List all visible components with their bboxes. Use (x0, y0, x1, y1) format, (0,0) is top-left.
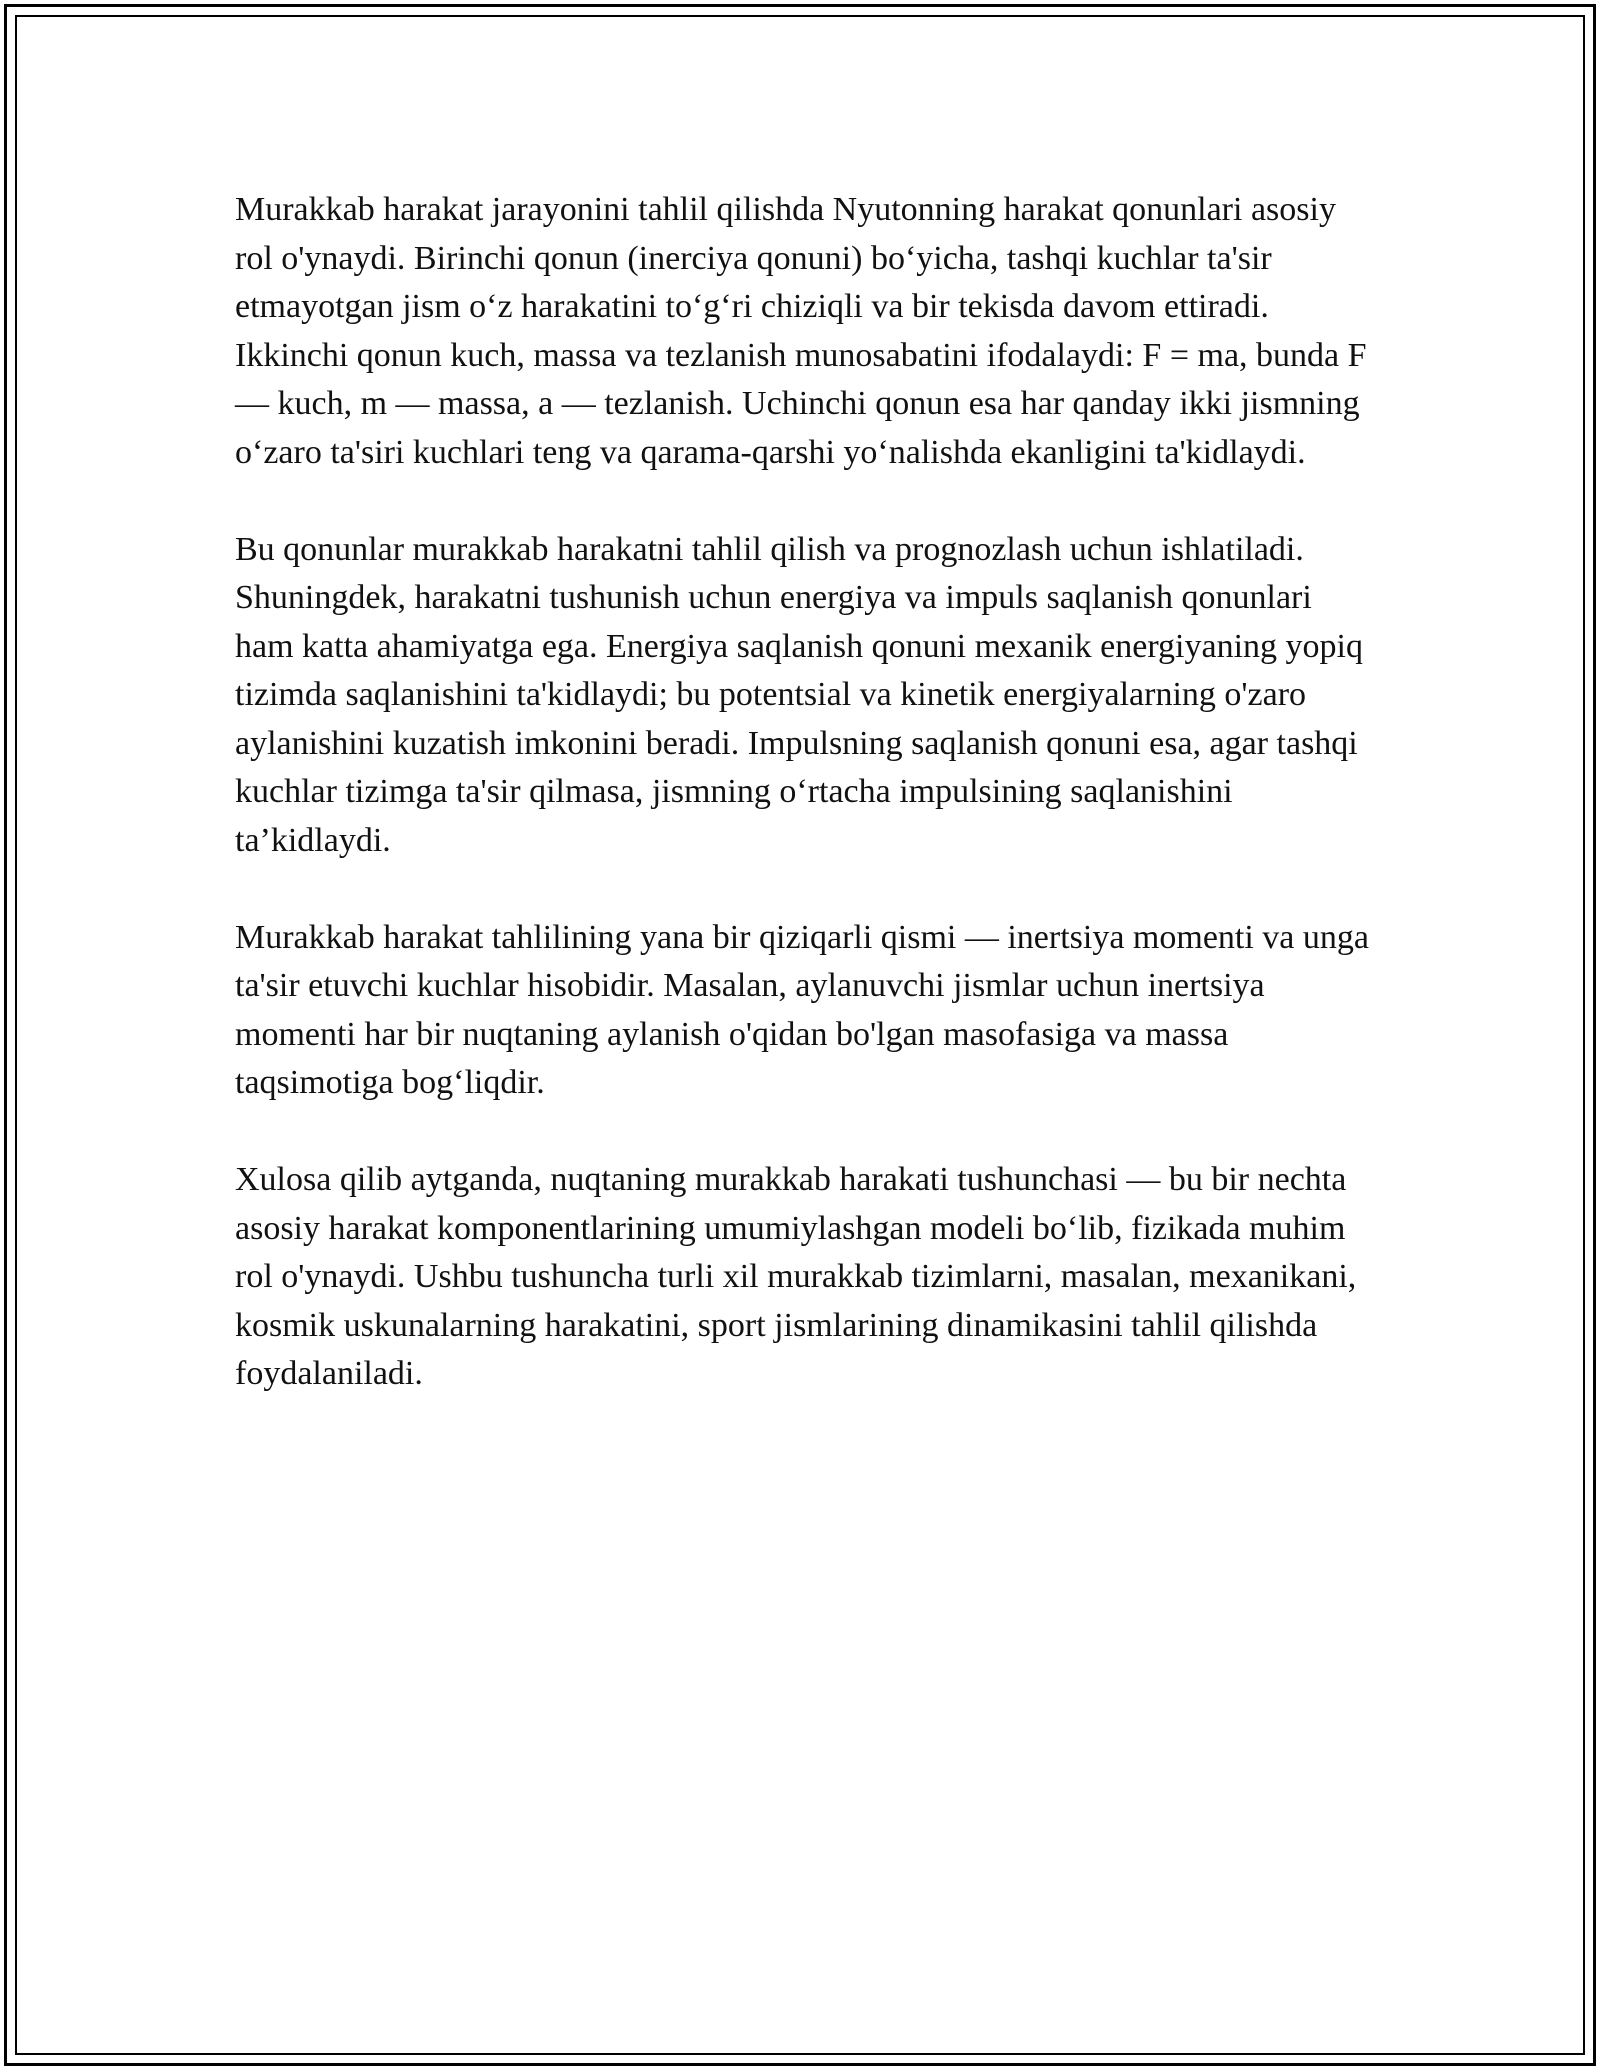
paragraph-conclusion: Xulosa qilib aytganda, nuqtaning murakkab harakati tushunchasi — bu bir nechta asosiy harakat komponentlarining umumiylashgan modeli bo‘lib, fizikada muhim rol o'ynaydi. Ushbu tushuncha turli xil murakkab tizimlarni, masalan, mexanikani, kosmik uskunalarning harakatini, sport jismlarining dinamikasini tahlil qilishda foydalaniladi. (235, 1161, 1357, 1392)
paragraph-conservation-laws: Bu qonunlar murakkab harakatni tahlil qilish va prognozlash uchun ishlatiladi. Shuningdek, harakatni tushunish uchun energiya va impuls saqlanish qonunlari ham katta ahamiyatga ega. Energiya saqlanish qonuni mexanik energiyaning yopiq tizimda saqlanishini ta'kidlaydi; bu potentsial va kinetik energiyalarning o'zaro aylanishini kuzatish imkonini beradi. Impulsning saqlanish qonuni esa, agar tashqi kuchlar tizimga ta'sir qilmasa, jismning o‘rtacha impulsining saqlanishini ta’kidlaydi. (235, 530, 1363, 859)
paragraph-moment-of-inertia: Murakkab harakat tahlilining yana bir qiziqarli qismi — inertsiya momenti va unga ta'sir etuvchi kuchlar hisobidir. Masalan, aylanuvchi jismlar uchun inertsiya momenti har bir nuqtaning aylanish o'qidan bo'lgan masofasiga va massa taqsimotiga bog‘liqdir. (235, 918, 1369, 1101)
paragraph-newton-laws: Murakkab harakat jarayonini tahlil qilishda Nyutonning harakat qonunlari asosiy rol o'ynaydi. Birinchi qonun (inerciya qonuni) bo‘yicha, tashqi kuchlar ta'sir etmayotgan jism o‘z harakatini to‘g‘ri chiziqli va bir tekisda davom ettiradi. Ikkinchi qonun kuch, massa va tezlanish munosabatini ifodalaydi: F = ma, bunda F — kuch, m — massa, a — tezlanish. Uchinchi qonun esa har qanday ikki jismning o‘zaro ta'siri kuchlari teng va qarama-qarshi yo‘nalishda ekanligini ta'kidlaydi. (235, 191, 1367, 471)
document-body (235, 186, 1375, 1447)
